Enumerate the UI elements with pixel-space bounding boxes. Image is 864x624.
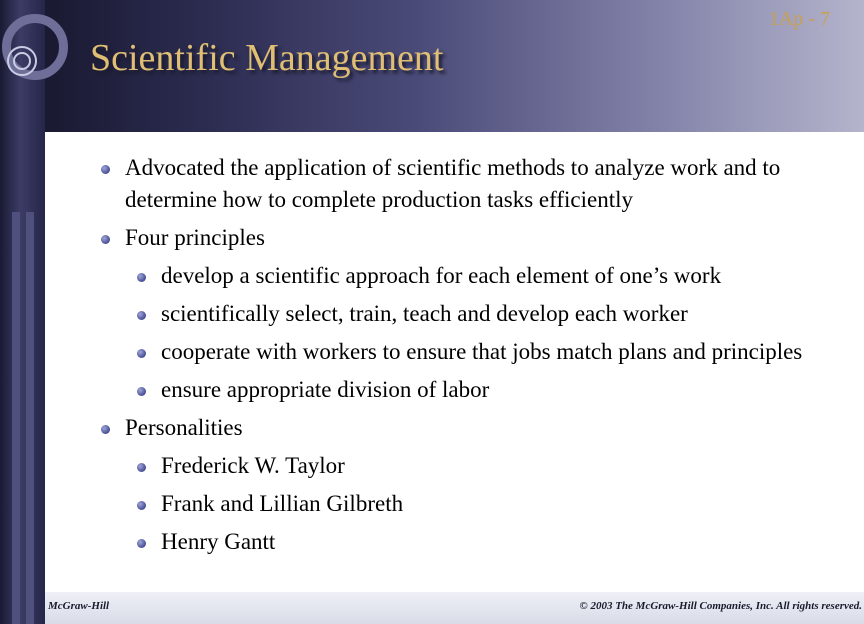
sub-bullet-item xyxy=(79,450,864,482)
sub-bullet-dot-icon xyxy=(137,539,146,548)
sub-bullet-list xyxy=(125,260,864,406)
sub-bullet-item xyxy=(79,298,864,330)
sub-bullet-item xyxy=(79,336,864,368)
bullet-list xyxy=(79,152,864,564)
bullet-item xyxy=(79,222,864,406)
slide-title: Scientific Management xyxy=(90,37,444,79)
bullet-text: Personalities xyxy=(125,415,243,440)
bullet-text: Four principles xyxy=(125,225,265,250)
sub-bullet-list xyxy=(125,450,864,558)
sub-bullet-dot-icon xyxy=(137,387,146,396)
bullet-dot-icon xyxy=(101,235,110,244)
sub-bullet-dot-icon xyxy=(137,311,146,320)
footer-copyright: © 2003 The McGraw-Hill Companies, Inc. All rights reserved. xyxy=(579,600,862,612)
bullet-dot-icon xyxy=(101,165,110,174)
footer-publisher: McGraw-Hill xyxy=(48,600,110,612)
sub-bullet-item xyxy=(79,374,864,406)
sub-bullet-item xyxy=(79,488,864,520)
sub-bullet-dot-icon xyxy=(137,463,146,472)
sub-bullet-text: Frank and Lillian Gilbreth xyxy=(161,491,404,516)
bullet-text: Advocated the application of scientific methods to analyze work and to determine how to complete production tasks efficiently xyxy=(125,155,781,212)
sub-bullet-item xyxy=(79,526,864,558)
sub-bullet-item xyxy=(79,260,864,292)
sub-bullet-text: Frederick W. Taylor xyxy=(161,453,345,478)
bar-stripe xyxy=(12,212,20,624)
bullet-dot-icon xyxy=(101,425,110,434)
sub-bullet-dot-icon xyxy=(137,273,146,282)
slide-footer xyxy=(45,592,864,624)
concentric-circles-inner-icon xyxy=(13,52,31,70)
sub-bullet-dot-icon xyxy=(137,349,146,358)
sub-bullet-dot-icon xyxy=(137,501,146,510)
sub-bullet-text: cooperate with workers to ensure that jobs match plans and principles xyxy=(161,339,803,364)
bullet-item xyxy=(79,152,864,216)
sub-bullet-text: develop a scientific approach for each element of one’s work xyxy=(161,263,722,288)
bar-stripe xyxy=(26,212,34,624)
sub-bullet-text: scientifically select, train, teach and develop each worker xyxy=(161,301,688,326)
left-decorative-bar xyxy=(0,0,45,624)
bullet-item xyxy=(79,412,864,558)
sub-bullet-text: ensure appropriate division of labor xyxy=(161,377,490,402)
sub-bullet-text: Henry Gantt xyxy=(161,529,276,554)
slide-content xyxy=(45,132,864,592)
slide-number: 1Ap - 7 xyxy=(768,8,830,30)
